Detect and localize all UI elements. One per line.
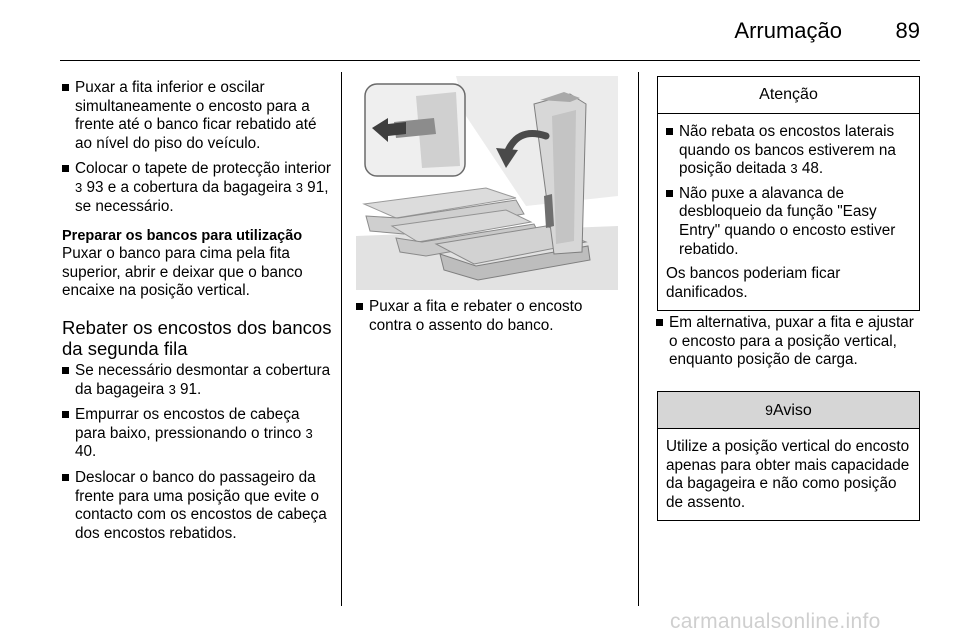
attention-box	[657, 76, 920, 311]
list-item-text-post: 40.	[75, 443, 97, 461]
attention-bullet-list	[666, 123, 911, 259]
page-ref-arrow-icon: 3	[305, 425, 313, 441]
bullet-list-b	[62, 362, 332, 543]
page-ref-arrow-icon: 3	[75, 179, 83, 195]
list-item-text-mid: 93 e a cobertura da bagageira	[82, 178, 296, 196]
warning-box-body	[658, 429, 919, 520]
list-item-text-post: 91, se necessário.	[75, 178, 329, 215]
list-item-text: Puxar a fita inferior e oscilar simultaneamente o encosto para a frente até o banco ficar rebatido até ao nível do piso do veículo.	[75, 79, 317, 152]
paragraph-preparar: Puxar o banco para cima pela fita superior, abrir e deixar que o banco encaixe na posição vertical.	[62, 245, 303, 300]
bullet-square-icon	[62, 84, 69, 91]
bullet-square-icon	[62, 474, 69, 481]
bullet-square-icon	[62, 367, 69, 374]
list-item-text-post: 48.	[797, 160, 824, 178]
page-number: 89	[895, 18, 920, 43]
page-header-title: Arrumação	[734, 18, 842, 43]
bullet-square-icon	[656, 319, 663, 326]
section-title: Rebater os encostos dos bancos da segunda fila	[62, 316, 332, 359]
attention-box-title: Atenção	[658, 77, 919, 114]
list-item-text: Não puxe a alavanca de desbloqueio da função "Easy Entry" quando o encosto estiver rebatido.	[679, 184, 896, 258]
bullet-square-icon	[62, 165, 69, 172]
list-item	[62, 79, 332, 153]
column-divider-right	[638, 72, 639, 606]
watermark: carmanualsonline.info	[670, 610, 881, 633]
column-left	[62, 79, 332, 550]
bullet-square-icon	[666, 190, 673, 197]
subheading-preparar: Preparar os bancos para utilização	[62, 228, 303, 245]
header-rule	[60, 60, 920, 61]
list-item	[356, 298, 624, 335]
list-item-text: Deslocar o banco do passageiro da frente para uma posição que evite o contacto com os encostos de cabeça dos encostos rebatidos.	[75, 468, 327, 542]
list-item	[62, 160, 332, 216]
page-ref-arrow-icon: 3	[295, 179, 303, 195]
list-item	[666, 185, 911, 259]
list-item-text: Em alternativa, puxar a fita e ajustar o encosto para a posição vertical, enquanto posição de carga.	[669, 314, 914, 369]
bullet-square-icon	[666, 128, 673, 135]
bullet-list-middle	[356, 298, 624, 335]
column-right-text	[656, 314, 920, 377]
warning-triangle-icon: 9	[765, 402, 773, 418]
list-item	[656, 314, 920, 370]
list-item-text: Puxar a fita e rebater o encosto contra o assento do banco.	[369, 298, 583, 334]
bullet-list-a	[62, 79, 332, 216]
list-item	[62, 406, 332, 462]
page-ref-arrow-icon: 3	[790, 161, 798, 177]
list-item-text-pre: Não rebata os encostos laterais quando os bancos estiverem na posição deitada	[679, 123, 896, 178]
list-item	[62, 469, 332, 543]
bullet-list-right	[656, 314, 920, 370]
list-item	[62, 362, 332, 399]
list-item-text-pre: Colocar o tapete de protecção interior	[75, 160, 331, 178]
column-middle	[356, 298, 624, 342]
list-item-text-pre: Empurrar os encostos de cabeça para baixo, pressionando o trinco	[75, 406, 306, 442]
warning-text: Utilize a posição vertical do encosto apenas para obter mais capacidade da bagageira e não como posição de assento.	[666, 438, 910, 511]
attention-box-body	[658, 114, 919, 310]
column-divider-left	[341, 72, 342, 606]
seat-illustration	[356, 76, 618, 290]
list-item-text-post: 91.	[175, 380, 202, 398]
warning-box-title: Aviso	[772, 402, 812, 419]
page-ref-arrow-icon: 3	[168, 381, 176, 397]
warning-box-header	[658, 392, 919, 429]
list-item	[666, 123, 911, 179]
attention-note: Os bancos poderiam ficar danificados.	[666, 265, 841, 301]
bullet-square-icon	[62, 411, 69, 418]
bullet-square-icon	[356, 303, 363, 310]
warning-box	[657, 391, 920, 521]
list-item-text-pre: Se necessário desmontar a cobertura da bagageira	[75, 361, 331, 398]
